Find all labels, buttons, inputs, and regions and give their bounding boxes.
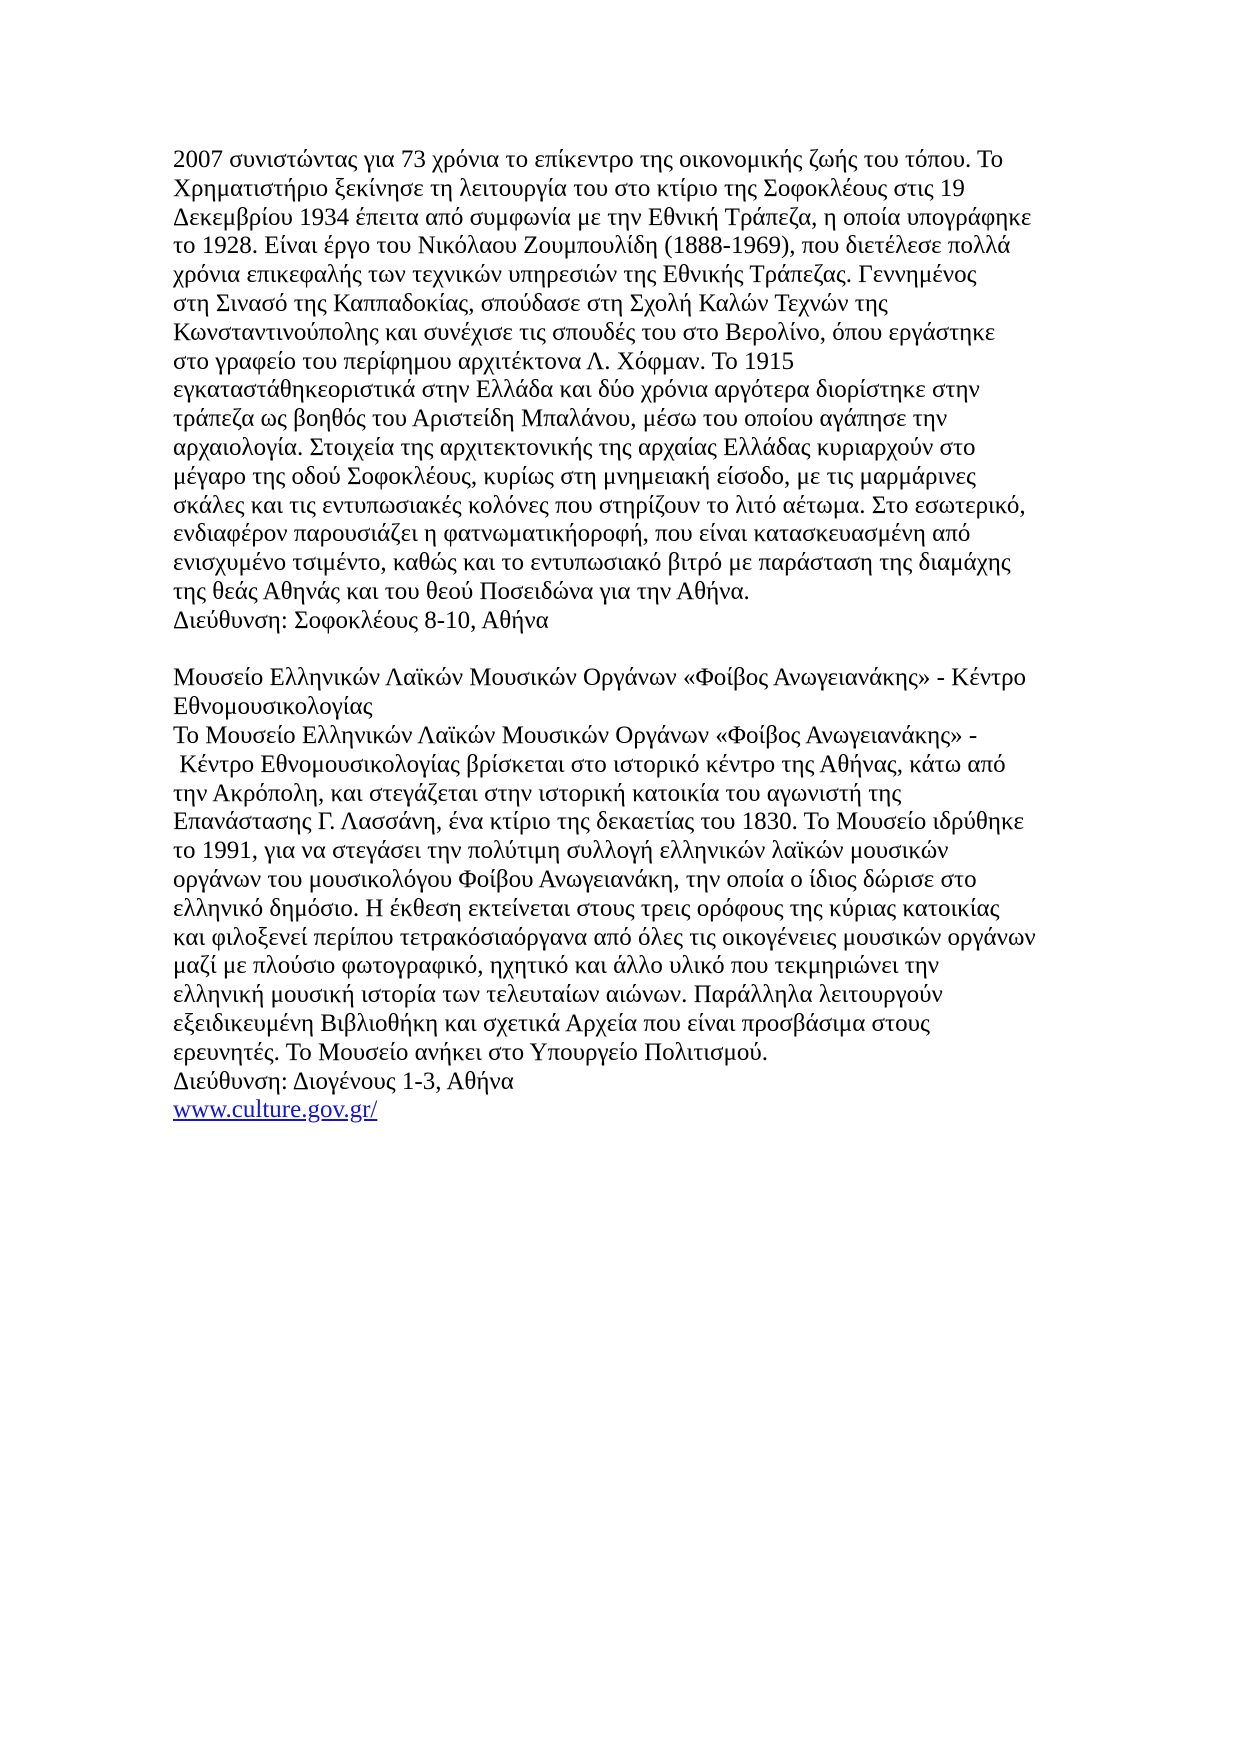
text-line: τράπεζα ως βοηθός του Αριστείδη Μπαλάνου, μέσω του οποίου αγάπησε την	[173, 405, 948, 433]
text-line: 2007 συνιστώντας για 73 χρόνια το επίκεντρο της οικονομικής ζωής του τόπου. Το	[173, 146, 1004, 173]
text-line: οργάνων του μουσικολόγου Φοίβου Ανωγειανάκη, την οποία ο ίδιος δώρισε στο	[173, 865, 977, 893]
text-line: αρχαιολογία. Στοιχεία της αρχιτεκτονικής της αρχαίας Ελλάδας κυριαρχούν στο	[173, 433, 976, 461]
text-line: και φιλοξενεί περίπου τετρακόσιαόργανα από όλες τις οικογένειες μουσικών οργάνων	[173, 923, 1036, 951]
text-line: σκάλες και τις εντυπωσιακές κολόνες που στηρίζουν το λιτό αέτωμα. Στο εσωτερικό,	[173, 491, 1026, 519]
text-line: Επανάστασης Γ. Λασσάνη, ένα κτίριο της δεκαετίας του 1830. Το Μουσείο ιδρύθηκε	[173, 808, 1025, 836]
link-line	[173, 1096, 1193, 1125]
text-line: Το Μουσείο Ελληνικών Λαϊκών Μουσικών Οργάνων «Φοίβος Ανωγειανάκης» -	[173, 721, 978, 749]
text-line: Δεκεμβρίου 1934 έπειτα από συμφωνία με την Εθνική Τράπεζα, η οποία υπογράφηκε	[173, 203, 1032, 231]
text-line: ενδιαφέρον παρουσιάζει η φατνωματικήοροφή, που είναι κατασκευασμένη από	[173, 520, 971, 548]
text-line: το 1928. Είναι έργο του Νικόλαου Ζουμπουλίδη (1888-1969), που διετέλεσε πολλά	[173, 232, 1011, 260]
culture-link[interactable]: www.culture.gov.gr/	[173, 1096, 378, 1124]
text-line: Διεύθυνση: Σοφοκλέους 8-10, Αθήνα	[173, 606, 549, 634]
text-line: μέγαρο της οδού Σοφοκλέους, κυρίως στη μνημειακή είσοδο, με τις μαρμάρινες	[173, 462, 976, 490]
text-line: χρόνια επικεφαλής των τεχνικών υπηρεσιών της Εθνικής Τράπεζας. Γεννημένος	[173, 261, 977, 289]
text-line: ερευνητές. Το Μουσείο ανήκει στο Υπουργείο Πολιτισμού.	[173, 1038, 768, 1066]
text-line: Κωνσταντινούπολης και συνέχισε τις σπουδές του στο Βερολίνο, όπου εργάστηκε	[173, 318, 996, 346]
text-line: στη Σινασό της Καππαδοκίας, σπούδασε στη Σχολή Καλών Τεχνών της	[173, 289, 888, 317]
text-line: εγκαταστάθηκεοριστικά στην Ελλάδα και δύο χρόνια αργότερα διορίστηκε στην	[173, 376, 980, 404]
text-line: το 1991, για να στεγάσει την πολύτιμη συλλογή ελληνικών λαϊκών μουσικών	[173, 837, 949, 865]
text-line: Μουσείο Ελληνικών Λαϊκών Μουσικών Οργάνων «Φοίβος Ανωγειανάκης» - Κέντρο	[173, 664, 1027, 692]
text-line: ενισχυμένο τσιμέντο, καθώς και το εντυπωσιακό βιτρό με παράσταση της διαμάχης	[173, 549, 1011, 577]
document-text	[173, 146, 1193, 1125]
blank-line	[173, 636, 1193, 665]
text-line: μαζί με πλούσιο φωτογραφικό, ηχητικό και άλλο υλικό που τεκμηριώνει την	[173, 952, 940, 980]
text-line: Κέντρο Εθνομουσικολογίας βρίσκεται στο ιστορικό κέντρο της Αθήνας, κάτω από	[173, 750, 1006, 778]
text-line: Χρηματιστήριο ξεκίνησε τη λειτουργία του στο κτίριο της Σοφοκλέους στις 19	[173, 174, 965, 202]
text-line: της θεάς Αθηνάς και του θεού Ποσειδώνα για την Αθήνα.	[173, 577, 750, 605]
text-line: στο γραφείο του περίφημου αρχιτέκτονα Λ. Χόφμαν. Το 1915	[173, 347, 794, 375]
text-line: την Ακρόπολη, και στεγάζεται στην ιστορική κατοικία του αγωνιστή της	[173, 779, 902, 807]
body-text-lines	[173, 146, 1193, 1096]
text-line: ελληνικό δημόσιο. Η έκθεση εκτείνεται στους τρεις ορόφους της κύριας κατοικίας	[173, 894, 1000, 922]
text-line: Διεύθυνση: Διογένους 1-3, Αθήνα	[173, 1067, 514, 1095]
text-line: ελληνική μουσική ιστορία των τελευταίων αιώνων. Παράλληλα λειτουργούν	[173, 981, 943, 1009]
text-line: Εθνομουσικολογίας	[173, 693, 373, 721]
text-line: εξειδικευμένη Βιβλιοθήκη και σχετικά Αρχεία που είναι προσβάσιμα στους	[173, 1009, 930, 1037]
